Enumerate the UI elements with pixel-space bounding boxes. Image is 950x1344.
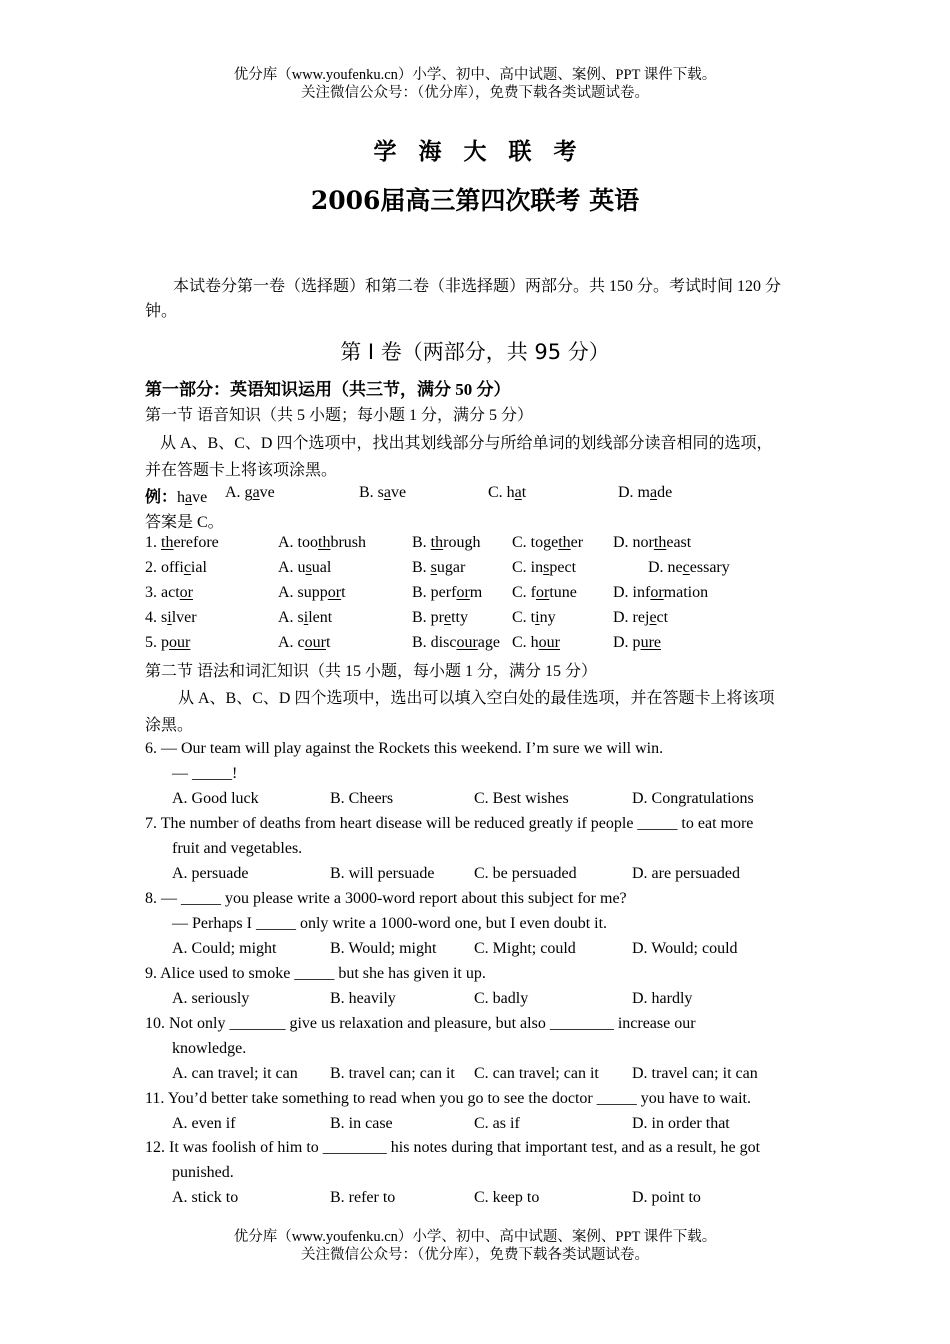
item-word (145, 584, 193, 602)
question-8-options (172, 940, 832, 962)
question-11-options (172, 1115, 832, 1137)
underlined-seg: or (456, 584, 470, 601)
header-line-2: 关注微信公众号：（优分库），免费下载各类试题试卷。 (301, 85, 649, 101)
option-c[interactable] (512, 609, 556, 627)
option-c[interactable]: C. keep to (474, 1189, 540, 1206)
seg: D. nor (613, 534, 654, 551)
section-one-heading: 第一部分：英语知识运用（共三节，满分 50 分） (145, 380, 511, 399)
seg: 3. act (145, 584, 180, 601)
seg: ual (311, 559, 332, 576)
option-a[interactable] (278, 609, 332, 627)
option-d[interactable] (613, 534, 691, 552)
underlined-seg: i (535, 609, 540, 626)
seg: mation (663, 584, 709, 601)
underlined-seg: s (430, 559, 437, 576)
s2-instruction-2: 涂黑。 (145, 717, 194, 734)
underlined-seg: s (543, 559, 550, 576)
seg: D. rej (613, 609, 650, 626)
item-word (145, 609, 197, 627)
seg: erefore (173, 534, 219, 551)
option-a[interactable]: A. seriously (172, 990, 250, 1007)
example-row (145, 484, 825, 506)
intro-paragraph: 本试卷分第一卷（选择题）和第二卷（非选择题）两部分。共 150 分。考试时间 120 分钟。 (145, 278, 782, 320)
underlined-seg: a (252, 484, 260, 501)
seg: D. p (613, 634, 641, 651)
item-word (145, 634, 190, 652)
seg: ve (259, 484, 275, 501)
example-word (145, 484, 207, 507)
question-6-options (172, 790, 832, 812)
seg: A. supp (278, 584, 328, 601)
option-b[interactable]: B. travel can; can it (330, 1065, 455, 1082)
seg: rough (443, 534, 481, 551)
seg: brush (330, 534, 367, 551)
seg: ve (192, 489, 208, 506)
item-word (145, 534, 219, 552)
exam-series-title: 学 海 大 联 考 (373, 138, 577, 165)
question-7-options (172, 865, 832, 887)
seg: de (657, 484, 673, 501)
option-b[interactable] (412, 584, 482, 602)
seg: 4. s (145, 609, 168, 626)
s1-instruction-1: 从 A、B、C、D 四个选项中，找出其划线部分与所给单词的划线部分读音相同的选项， (160, 435, 773, 452)
seg: C. toge (512, 534, 559, 551)
seg: D. ne (648, 559, 683, 576)
option-d[interactable] (613, 584, 708, 602)
seg: h (177, 489, 186, 506)
option-b[interactable]: B. will persuade (330, 865, 435, 882)
phonetic-item-row (145, 634, 825, 656)
seg: 1. (145, 534, 161, 551)
footer-line-2: 关注微信公众号：（优分库），免费下载各类试题试卷。 (301, 1247, 649, 1263)
option-a[interactable]: A. stick to (172, 1189, 239, 1206)
underlined-seg: our (456, 634, 478, 651)
seg: tune (549, 584, 577, 601)
example-option-a (225, 484, 275, 502)
seg: age (477, 634, 500, 651)
option-d[interactable]: D. Would; could (632, 940, 738, 957)
example-label: 例： (145, 489, 178, 506)
footer-line-1: 优分库（www.youfenku.cn）小学、初中、高中试题、案例、PPT 课件下载。 (233, 1229, 717, 1245)
seg: C. h (512, 634, 539, 651)
option-b[interactable] (412, 559, 465, 577)
seg: A. too (278, 534, 318, 551)
underlined-seg: c (183, 559, 191, 576)
option-a[interactable]: A. even if (172, 1115, 236, 1132)
option-d[interactable] (648, 559, 730, 577)
option-c[interactable] (512, 559, 576, 577)
seg: pect (549, 559, 577, 576)
underlined-seg: e (649, 609, 657, 626)
option-b[interactable] (412, 534, 480, 552)
underlined-seg: or (327, 584, 342, 601)
phonetic-item-row (145, 559, 825, 581)
underlined-seg: i (303, 609, 309, 626)
option-d[interactable]: D. hardly (632, 990, 693, 1007)
underlined-seg: i (167, 609, 172, 626)
header-line-1: 优分库（www.youfenku.cn）小学、初中、高中试题、案例、PPT 课件下载。 (233, 67, 717, 83)
option-a[interactable] (278, 559, 331, 577)
example-answer: 答案是 C。 (145, 514, 224, 531)
option-b[interactable]: B. Would; might (330, 940, 437, 957)
underlined-seg: our (538, 634, 560, 651)
s1-heading: 第一节 语音知识（共 5 小题；每小题 1 分，满分 5 分） (145, 407, 534, 424)
phonetic-item-row (145, 609, 825, 631)
underlined-seg: our (304, 634, 326, 651)
seg: ial (190, 559, 207, 576)
option-c[interactable]: C. Might; could (474, 940, 576, 957)
seg: C. t (512, 609, 536, 626)
seg: D. m (618, 484, 650, 501)
s2-heading: 第二节 语法和词汇知识（共 15 小题，每小题 1 分，满分 15 分） (145, 663, 598, 680)
question-6: 6. — Our team will play against the Rockets this weekend. I’m sure we will win. (145, 740, 664, 757)
s2-instruction-1: 从 A、B、C、D 四个选项中，选出可以填入空白处的最佳选项，并在答题卡上将该项 (178, 690, 775, 707)
option-a[interactable]: A. Good luck (172, 790, 259, 807)
phonetic-item-row (145, 534, 825, 556)
seg: ny (539, 609, 556, 626)
seg: t (521, 484, 527, 501)
option-b[interactable] (412, 634, 500, 652)
question-8: 8. — _____ you please write a 3000-word report about this subject for me? (145, 890, 627, 907)
option-a[interactable] (278, 534, 366, 552)
seg: C. in (512, 559, 544, 576)
option-c[interactable] (512, 634, 560, 652)
seg: ugar (436, 559, 466, 576)
option-d[interactable]: D. are persuaded (632, 865, 740, 882)
seg: er (570, 534, 584, 551)
example-option-c (488, 484, 526, 502)
seg: t (325, 634, 331, 651)
option-b[interactable] (412, 609, 468, 627)
question-10-line-2: knowledge. (172, 1040, 247, 1057)
option-c[interactable]: C. can travel; can it (474, 1065, 599, 1082)
option-d[interactable]: D. travel can; it can (632, 1065, 758, 1082)
question-7-line-2: fruit and vegetables. (172, 840, 303, 857)
seg: A. c (278, 634, 305, 651)
question-8-line-2: — Perhaps I _____ only write a 1000-word one, but I even doubt it. (172, 915, 608, 932)
seg: B. perf (412, 584, 457, 601)
underlined-seg: c (682, 559, 690, 576)
option-b[interactable]: B. Cheers (330, 790, 394, 807)
option-b[interactable]: B. heavily (330, 990, 396, 1007)
option-d[interactable] (613, 609, 668, 627)
underlined-seg: or (179, 584, 193, 601)
seg: C. h (488, 484, 515, 501)
example-option-d (618, 484, 672, 502)
underlined-seg: th (318, 534, 331, 551)
underlined-seg: or (536, 584, 550, 601)
seg: ve (391, 484, 407, 501)
option-c[interactable] (512, 584, 577, 602)
option-c[interactable]: C. be persuaded (474, 865, 577, 882)
option-d[interactable]: D. in order that (632, 1115, 730, 1132)
seg: B. disc (412, 634, 457, 651)
option-d[interactable]: D. Congratulations (632, 790, 754, 807)
seg: t (341, 584, 346, 601)
option-c[interactable] (512, 534, 583, 552)
seg: B. (412, 534, 431, 551)
phonetic-item-row (145, 584, 825, 606)
underlined-seg: e (444, 609, 452, 626)
question-12: 12. It was foolish of him to ________ his notes during that important test, and as a result, he got (145, 1139, 761, 1156)
option-d[interactable]: D. point to (632, 1189, 701, 1206)
underlined-seg: a (514, 484, 522, 501)
item-word (145, 559, 207, 577)
option-a[interactable] (278, 584, 346, 602)
seg: ct (656, 609, 669, 626)
seg: lver (171, 609, 197, 626)
underlined-seg: th (558, 534, 571, 551)
seg: A. u (278, 559, 306, 576)
underlined-seg: ure (640, 634, 661, 651)
underlined-seg: th (653, 534, 667, 551)
seg: m (469, 584, 483, 601)
seg: D. inf (613, 584, 651, 601)
page-footer (0, 1228, 950, 1264)
option-a[interactable]: A. persuade (172, 865, 249, 882)
question-10: 10. Not only _______ give us relaxation and pleasure, but also ________ increase our (145, 1015, 696, 1032)
option-a[interactable]: A. can travel; it can (172, 1065, 298, 1082)
option-a[interactable] (278, 634, 330, 652)
seg: A. g (225, 484, 253, 501)
underlined-seg: our (169, 634, 191, 651)
s1-instruction-2: 并在答题卡上将该项涂黑。 (145, 462, 338, 479)
seg: B. (412, 559, 431, 576)
seg: C. f (512, 584, 536, 601)
seg: 2. offi (145, 559, 184, 576)
underlined-seg: s (305, 559, 312, 576)
option-c[interactable]: C. Best wishes (474, 790, 569, 807)
question-9: 9. Alice used to smoke _____ but she has given it up. (145, 965, 486, 982)
question-9-options (172, 990, 832, 1012)
underlined-seg: th (161, 534, 174, 551)
option-c[interactable]: C. badly (474, 990, 529, 1007)
underlined-seg: a (650, 484, 658, 501)
underlined-seg: th (430, 534, 444, 551)
question-12-line-2: punished. (172, 1164, 234, 1181)
exam-title: 2006届高三第四次联考 英语 (310, 186, 640, 215)
question-12-options (172, 1189, 832, 1211)
seg: 5. p (145, 634, 169, 651)
question-11: 11. You’d better take something to read when you go to see the doctor _____ you have to wait. (145, 1090, 751, 1107)
seg: essary (689, 559, 730, 576)
underlined-seg: a (383, 484, 392, 501)
option-a[interactable]: A. Could; might (172, 940, 277, 957)
seg: tty (451, 609, 468, 626)
part-one-title: 第 I 卷（两部分，共 95 分） (340, 340, 610, 364)
seg: A. s (278, 609, 304, 626)
option-b[interactable]: B. in case (330, 1115, 393, 1132)
question-6-line-2: — _____! (172, 765, 238, 782)
question-7: 7. The number of deaths from heart disease will be reduced greatly if people _____ to eat more (145, 815, 754, 832)
question-10-options (172, 1065, 832, 1087)
underlined-seg: or (650, 584, 664, 601)
example-option-b (359, 484, 406, 502)
seg: B. s (359, 484, 384, 501)
seg: lent (308, 609, 333, 626)
page-header (0, 66, 950, 102)
underlined-seg: a (185, 489, 193, 506)
option-d[interactable] (613, 634, 661, 652)
seg: B. pr (412, 609, 444, 626)
seg: east (666, 534, 692, 551)
option-b[interactable]: B. refer to (330, 1189, 396, 1206)
option-c[interactable]: C. as if (474, 1115, 520, 1132)
